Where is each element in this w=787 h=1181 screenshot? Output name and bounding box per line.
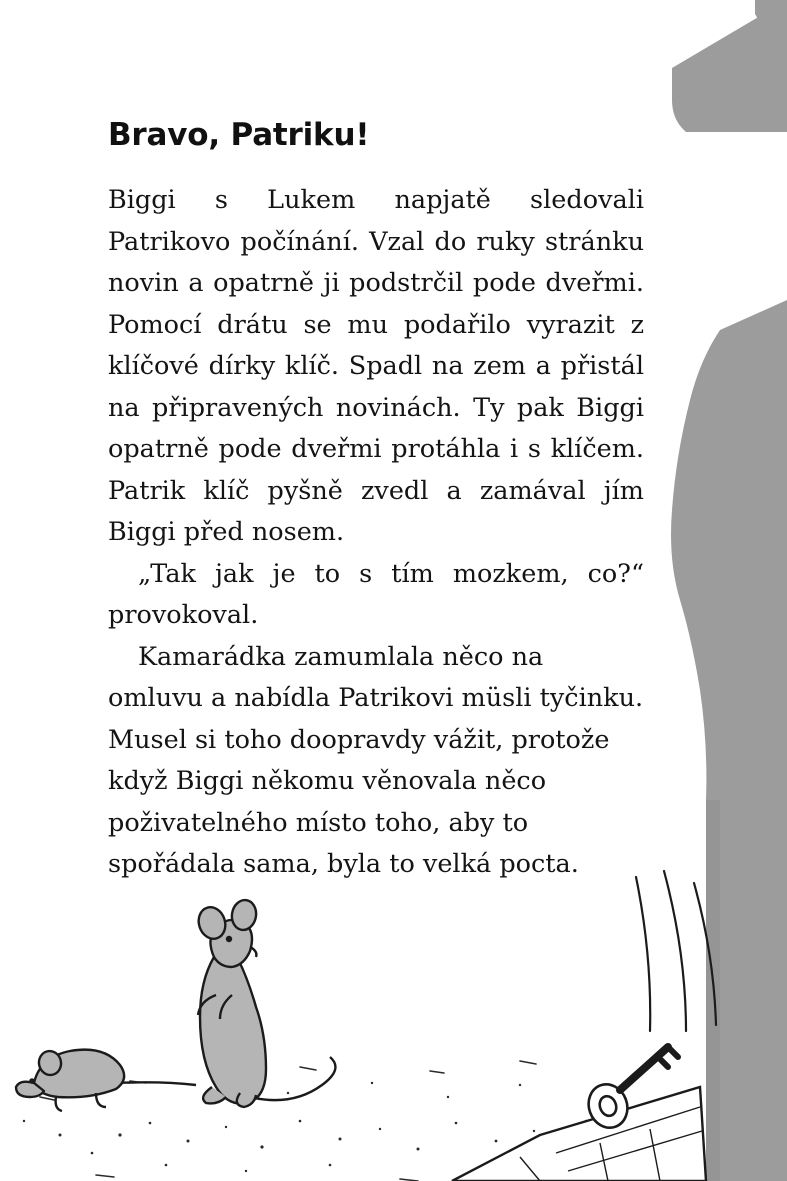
crawling-mouse (16, 1049, 196, 1111)
paragraph: Kamarádka zamumlala něco na omluvu a nabídla Patrikovi müsli tyčinku. Musel si toho doopravdy vážit, protože když Biggi někomu věnovala něco poživatelného místo toho, aby to spořádala sama, byla to velká pocta. (108, 641, 644, 880)
motion-lines (636, 871, 716, 1031)
body-text (108, 180, 644, 886)
page-title: Bravo, Patriku! (108, 117, 370, 153)
wooden-plank (452, 1087, 706, 1181)
paragraph: Biggi s Lukem napjatě sledovali Patrikovo počínání. Vzal do ruky stránku novin a opatrně ji podstrčil pode dveřmi. Pomocí drátu se mu podařilo vyrazit z klíčové dírky klíč. Spadl na zem a přistál na připravených novinách. Ty pak Biggi opatrně pode dveřmi protáhla i s klíčem. Patrik klíč pyšně zvedl a zamával jím Biggi před nosem. (108, 185, 644, 548)
standing-mouse (195, 898, 336, 1107)
text-column (108, 118, 644, 886)
illustration (0, 835, 787, 1181)
paragraph: „Tak jak je to s tím mozkem, co?“ provokoval. (108, 558, 644, 631)
